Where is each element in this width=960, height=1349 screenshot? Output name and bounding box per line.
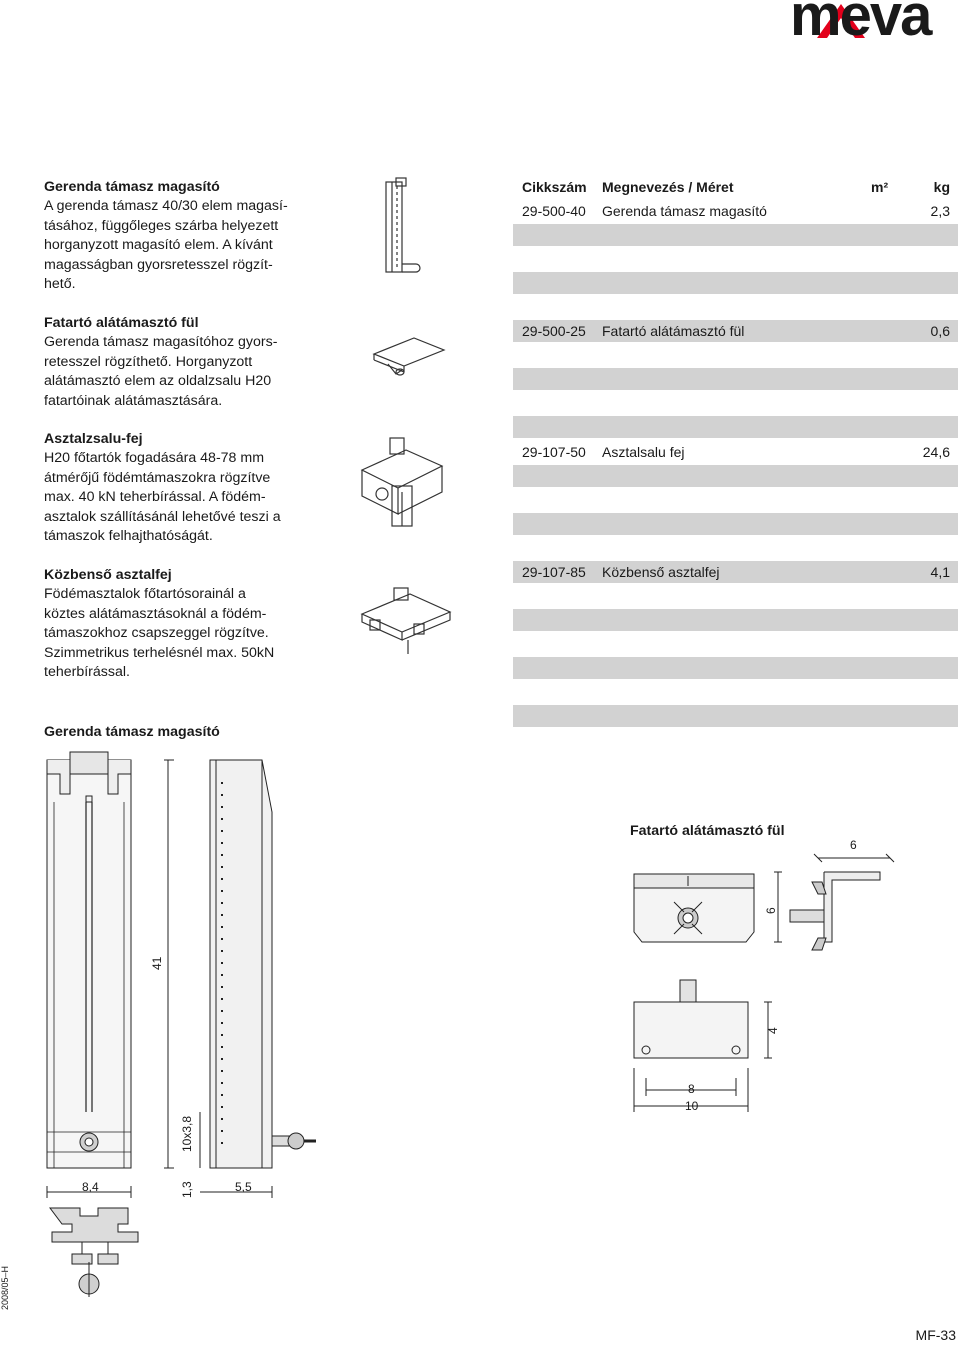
product-title: Asztalzsalu-fej [44,431,143,447]
product-body: Födémasztalok főtartósorainál a köztes alátámasztásoknál a födém- támaszokhoz csapszeggel rögzítve. Szimmetrikus terhelésnél max. 50kN teherbírással. [44,586,275,681]
product-description-table-head [44,430,344,546]
table-row-empty [513,272,958,294]
tab-drawing-title: Fatartó alátámasztó fül [630,823,785,839]
dim-10: 10 [685,1099,699,1113]
dim-8-4: 8,4 [82,1180,99,1194]
table-row [513,200,958,222]
document-code: 2008/05–H [0,1265,10,1310]
dim-6-top: 6 [850,838,857,852]
table-header [513,176,958,198]
row-code: 29-500-25 [522,323,586,339]
product-description-tab [44,314,344,411]
table-row-empty [513,465,958,487]
table-head-product-image [358,436,448,532]
table-row [513,561,958,583]
table-row-empty [513,609,958,631]
dim-8: 8 [688,1082,695,1096]
product-description-intermediate-head [44,566,344,682]
row-code: 29-500-40 [522,203,586,219]
logo-wordmark: meva [790,0,931,48]
dim-4: 4 [766,1027,780,1034]
dim-6-side: 6 [764,907,778,914]
product-body: A gerenda támasz 40/30 elem magasí- tásához, függőleges szárba helyezett horganyzott magasító elem. A kívánt magasságban gyorsretesszel rögzít- hető. [44,198,288,293]
header-name: Megnevezés / Méret [602,179,734,195]
product-title: Közbenső asztalfej [44,567,172,583]
dim-5-5: 5,5 [235,1180,252,1194]
table-row-empty [513,224,958,246]
table-row [513,441,958,463]
table-row-empty [513,513,958,535]
row-weight: 2,3 [930,203,950,219]
product-description-extender [44,178,344,294]
extender-product-image [378,176,428,276]
row-name: Asztalsalu fej [602,444,685,460]
row-weight: 24,6 [922,444,950,460]
page-number: MF-33 [915,1327,956,1343]
header-code: Cikkszám [522,179,587,195]
table-row-empty [513,657,958,679]
dim-1-3: 1,3 [180,1181,194,1198]
row-code: 29-107-50 [522,444,586,460]
row-code: 29-107-85 [522,564,586,580]
extender-front-drawing [40,752,370,1312]
dim-41: 41 [150,956,164,970]
tab-product-image [366,330,450,380]
table-row-empty [513,368,958,390]
row-name: Fatartó alátámasztó fül [602,323,745,339]
row-weight: 4,1 [930,564,950,580]
intermediate-head-product-image [358,584,454,656]
product-body: H20 főtartók fogadására 48-78 mm átmérőjű födémtámaszokra rögzítve max. 40 kN teherbírással. A födém- asztalok szállításánál lehetővé teszi a támaszok felhajthatóságát. [44,450,281,545]
header-area: m² [871,179,889,195]
tab-drawing [628,846,908,1126]
header-weight: kg [933,179,950,195]
row-name: Közbenső asztalfej [602,564,720,580]
product-title: Gerenda támasz magasító [44,179,220,195]
table-row-empty [513,705,958,727]
row-name: Gerenda támasz magasító [602,203,767,219]
dim-10x3-8: 10x3,8 [180,1115,194,1152]
row-weight: 0,6 [930,323,950,339]
extender-drawing-title: Gerenda támasz magasító [44,724,220,740]
table-row-empty [513,416,958,438]
table-row [513,320,958,342]
product-title: Fatartó alátámasztó fül [44,315,199,331]
product-body: Gerenda támasz magasítóhoz gyors- retesszel rögzíthető. Horganyzott alátámasztó elem az oldalzsalu H20 fatartóinak alátámasztására. [44,334,278,409]
